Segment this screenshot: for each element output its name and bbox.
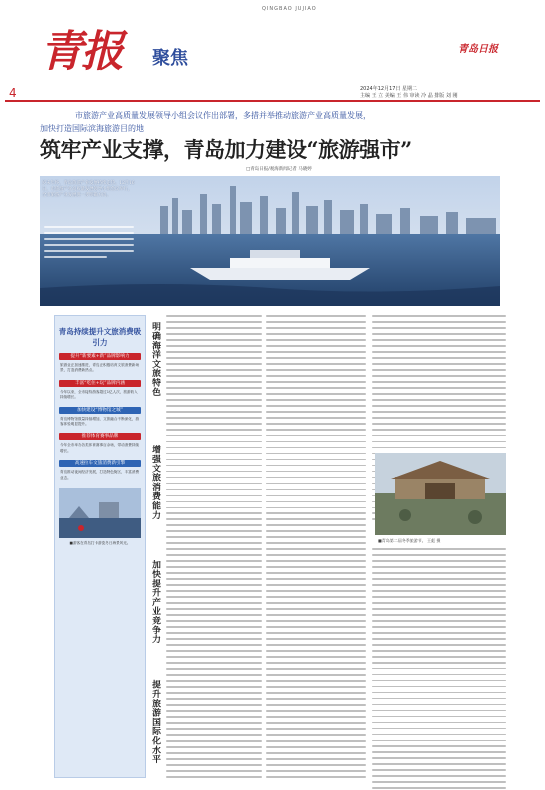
body-column-1 bbox=[166, 315, 262, 782]
body-column-3-bottom bbox=[372, 548, 506, 790]
inset-photo-illustration bbox=[375, 453, 506, 535]
sidebar-photo-illustration bbox=[59, 488, 141, 538]
sidebar-box bbox=[54, 315, 146, 778]
masthead-section: 聚焦 bbox=[152, 48, 188, 69]
body-column-2 bbox=[266, 315, 366, 782]
article-headline: 筑牢产业支撑，青岛加力建设“旅游强市” bbox=[40, 137, 412, 162]
page-number: 4 bbox=[9, 86, 17, 100]
sidebar-paragraph-2: 今年以来，全市接待游客超过1亿人次，旅游收入持续增长。 bbox=[60, 389, 138, 400]
sidebar-paragraph-5: 青岛推动夜间经济发展，打造特色街区，丰富消费业态。 bbox=[60, 470, 140, 480]
sidebar-title: 青岛持续提升文旅消费吸引力 bbox=[58, 327, 142, 347]
lead-paragraph: 岁末年终，青岛旅游产业发展持续走热。12月16日，市旅游产业高质量发展领导小组会议举行，全市旅游产业发展进一步明确方向。 bbox=[42, 181, 135, 199]
publication-info bbox=[360, 86, 458, 100]
pub-staff: 主编 王 立 美编 王 伟 审读 冷 晶 排版 刘 刚 bbox=[360, 93, 458, 99]
inset-photo-caption: ■青岛第二届冬季旅游节。 王彪 摄 bbox=[378, 538, 441, 543]
inset-photo bbox=[375, 453, 506, 535]
masthead-logo: 青报 bbox=[40, 27, 122, 77]
article-subtitle-2: 加快打造国际滨海旅游目的地 bbox=[40, 124, 144, 133]
page-header bbox=[0, 0, 545, 128]
sidebar-tag-4: 推荐体育赛事品牌 bbox=[59, 433, 141, 440]
article-byline: □青岛日报/观海新闻记者 马晓婷 bbox=[246, 167, 312, 172]
sidebar-tag-5: 高速拉车文旅消费新引擎 bbox=[59, 460, 141, 467]
sidebar-photo bbox=[59, 488, 141, 538]
sidebar-tag-3: 加快建设“博物馆之城” bbox=[59, 407, 141, 414]
section-head-3: 加快提升产业竞争力 bbox=[150, 560, 160, 644]
sidebar-paragraph-1: 旅游业正加速推进，青岛正积极培育文旅消费新场景，打造消费新热点。 bbox=[60, 363, 140, 373]
sidebar-tag-2: 丰富“吃住+玩”品牌内涵 bbox=[59, 380, 141, 387]
section-head-2: 增强文旅消费能力 bbox=[150, 445, 160, 520]
sidebar-paragraph-3: 青岛博物馆数量持续增加，文旅融合不断深化，游客体验明显提升。 bbox=[60, 416, 140, 427]
sidebar-tag-1: 提升“新要素+新”品牌影响力 bbox=[59, 353, 141, 360]
lead-text-lines bbox=[44, 226, 134, 262]
sidebar-photo-caption: ■游客在青岛打卡游览冬日海景风光。 bbox=[69, 541, 131, 546]
masthead-pinyin: QINGBAO JUJIAO bbox=[262, 6, 317, 12]
section-head-4: 提升旅游国际化水平 bbox=[150, 680, 160, 764]
newspaper-logo: 青岛日报 bbox=[458, 44, 498, 55]
header-divider bbox=[5, 100, 540, 102]
article-subtitle-1: 市旅游产业高质量发展领导小组会议作出部署，多措并举推动旅游产业高质量发展， bbox=[75, 111, 371, 120]
pub-date: 2024年12月17日 星期二 bbox=[360, 86, 418, 92]
section-head-1: 明确海洋文旅特色 bbox=[150, 322, 160, 397]
sidebar-paragraph-4: 今年全市举办各类体育赛事百余场，带动消费持续增长。 bbox=[60, 443, 140, 453]
